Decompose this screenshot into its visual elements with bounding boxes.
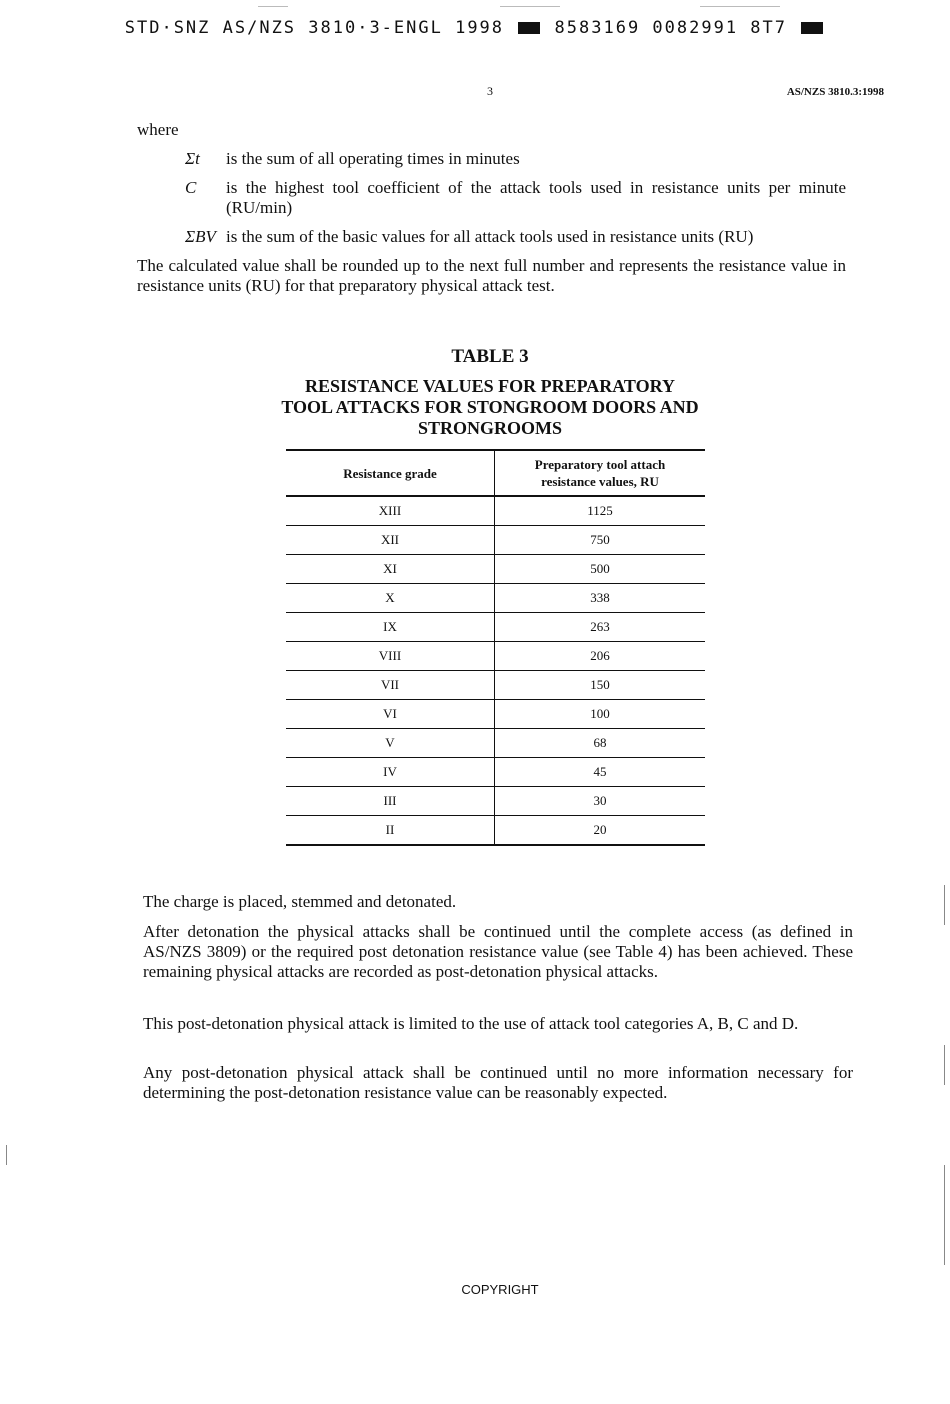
value-cell: 100	[495, 700, 706, 729]
grade-cell: VII	[286, 671, 495, 700]
definition-text: is the sum of the basic values for all attack tools used in resistance units (RU)	[226, 227, 754, 246]
scan-dash	[500, 6, 560, 7]
table-row	[286, 526, 705, 555]
scan-margin-mark	[6, 1145, 7, 1165]
paragraph: The charge is placed, stemmed and detonated.	[143, 892, 457, 911]
stamp-right: 8583169 0082991 8T7	[554, 18, 787, 38]
grade-cell: III	[286, 787, 495, 816]
scan-margin-mark	[944, 885, 945, 925]
table-row	[286, 584, 705, 613]
scan-margin-mark	[944, 1165, 945, 1265]
copyright-footer: COPYRIGHT	[461, 1282, 539, 1297]
grade-cell: VI	[286, 700, 495, 729]
grade-cell: II	[286, 816, 495, 846]
table-header-row	[286, 450, 705, 496]
paragraph: This post-detonation physical attack is limited to the use of attack tool categories A, B, C and D.	[143, 1014, 799, 1033]
scan-margin-mark	[944, 1045, 945, 1085]
grade-cell: X	[286, 584, 495, 613]
page-number: 3	[487, 84, 493, 98]
document-stamp	[0, 18, 950, 38]
table-row	[286, 555, 705, 584]
where-label: where	[137, 120, 179, 139]
value-cell: 750	[495, 526, 706, 555]
definition-symbol: C	[185, 178, 197, 197]
table-row	[286, 496, 705, 526]
resistance-table	[286, 449, 705, 846]
value-cell: 338	[495, 584, 706, 613]
standard-reference: AS/NZS 3810.3:1998	[786, 86, 884, 98]
scan-dash	[700, 6, 780, 7]
table-row	[286, 671, 705, 700]
grade-cell: XIII	[286, 496, 495, 526]
scan-dash	[258, 6, 288, 7]
table-label: TABLE 3	[451, 346, 529, 367]
value-cell: 263	[495, 613, 706, 642]
grade-cell: IX	[286, 613, 495, 642]
intro-paragraph: The calculated value shall be rounded up to the next full number and represents the resistance value in resistance units (RU) for that preparatory physical attack test.	[137, 256, 846, 295]
grade-cell: V	[286, 729, 495, 758]
table-title: RESISTANCE VALUES FOR PREPARATORY TOOL ATTACKS FOR STONGROOM DOORS AND STRONGROOMS	[281, 376, 699, 438]
table-row	[286, 787, 705, 816]
value-cell: 500	[495, 555, 706, 584]
definition-text: is the sum of all operating times in minutes	[226, 149, 520, 168]
paragraph: Any post-detonation physical attack shall be continued until no more information necessary for determining the post-detonation resistance value can be reasonably expected.	[143, 1063, 853, 1102]
column-header: Resistance grade	[286, 450, 495, 496]
value-cell: 206	[495, 642, 706, 671]
value-cell: 150	[495, 671, 706, 700]
grade-cell: VIII	[286, 642, 495, 671]
table-row	[286, 700, 705, 729]
paragraph: After detonation the physical attacks shall be continued until the complete access (as defined in AS/NZS 3809) or the required post detonation resistance value (see Table 4) has been achieved. These remaining physical attacks are recorded as post-detonation physical attacks.	[143, 922, 853, 981]
grade-cell: XII	[286, 526, 495, 555]
table-row	[286, 613, 705, 642]
value-cell: 68	[495, 729, 706, 758]
stamp-block-mark	[801, 22, 823, 34]
value-cell: 1125	[495, 496, 706, 526]
definition-text: is the highest tool coefficient of the attack tools used in resistance units per minute (RU/min)	[226, 178, 846, 217]
value-cell: 45	[495, 758, 706, 787]
table-row	[286, 816, 705, 846]
table-row	[286, 729, 705, 758]
table-row	[286, 642, 705, 671]
grade-cell: IV	[286, 758, 495, 787]
value-cell: 30	[495, 787, 706, 816]
value-cell: 20	[495, 816, 706, 846]
table-row	[286, 758, 705, 787]
stamp-left: STD·SNZ AS/NZS 3810·3-ENGL 1998	[124, 18, 505, 38]
definition-symbol: Σt	[185, 149, 200, 168]
grade-cell: XI	[286, 555, 495, 584]
column-header: Preparatory tool attach resistance values, RU	[495, 450, 706, 496]
stamp-block-mark	[518, 22, 540, 34]
definition-symbol: ΣBV	[185, 227, 216, 246]
